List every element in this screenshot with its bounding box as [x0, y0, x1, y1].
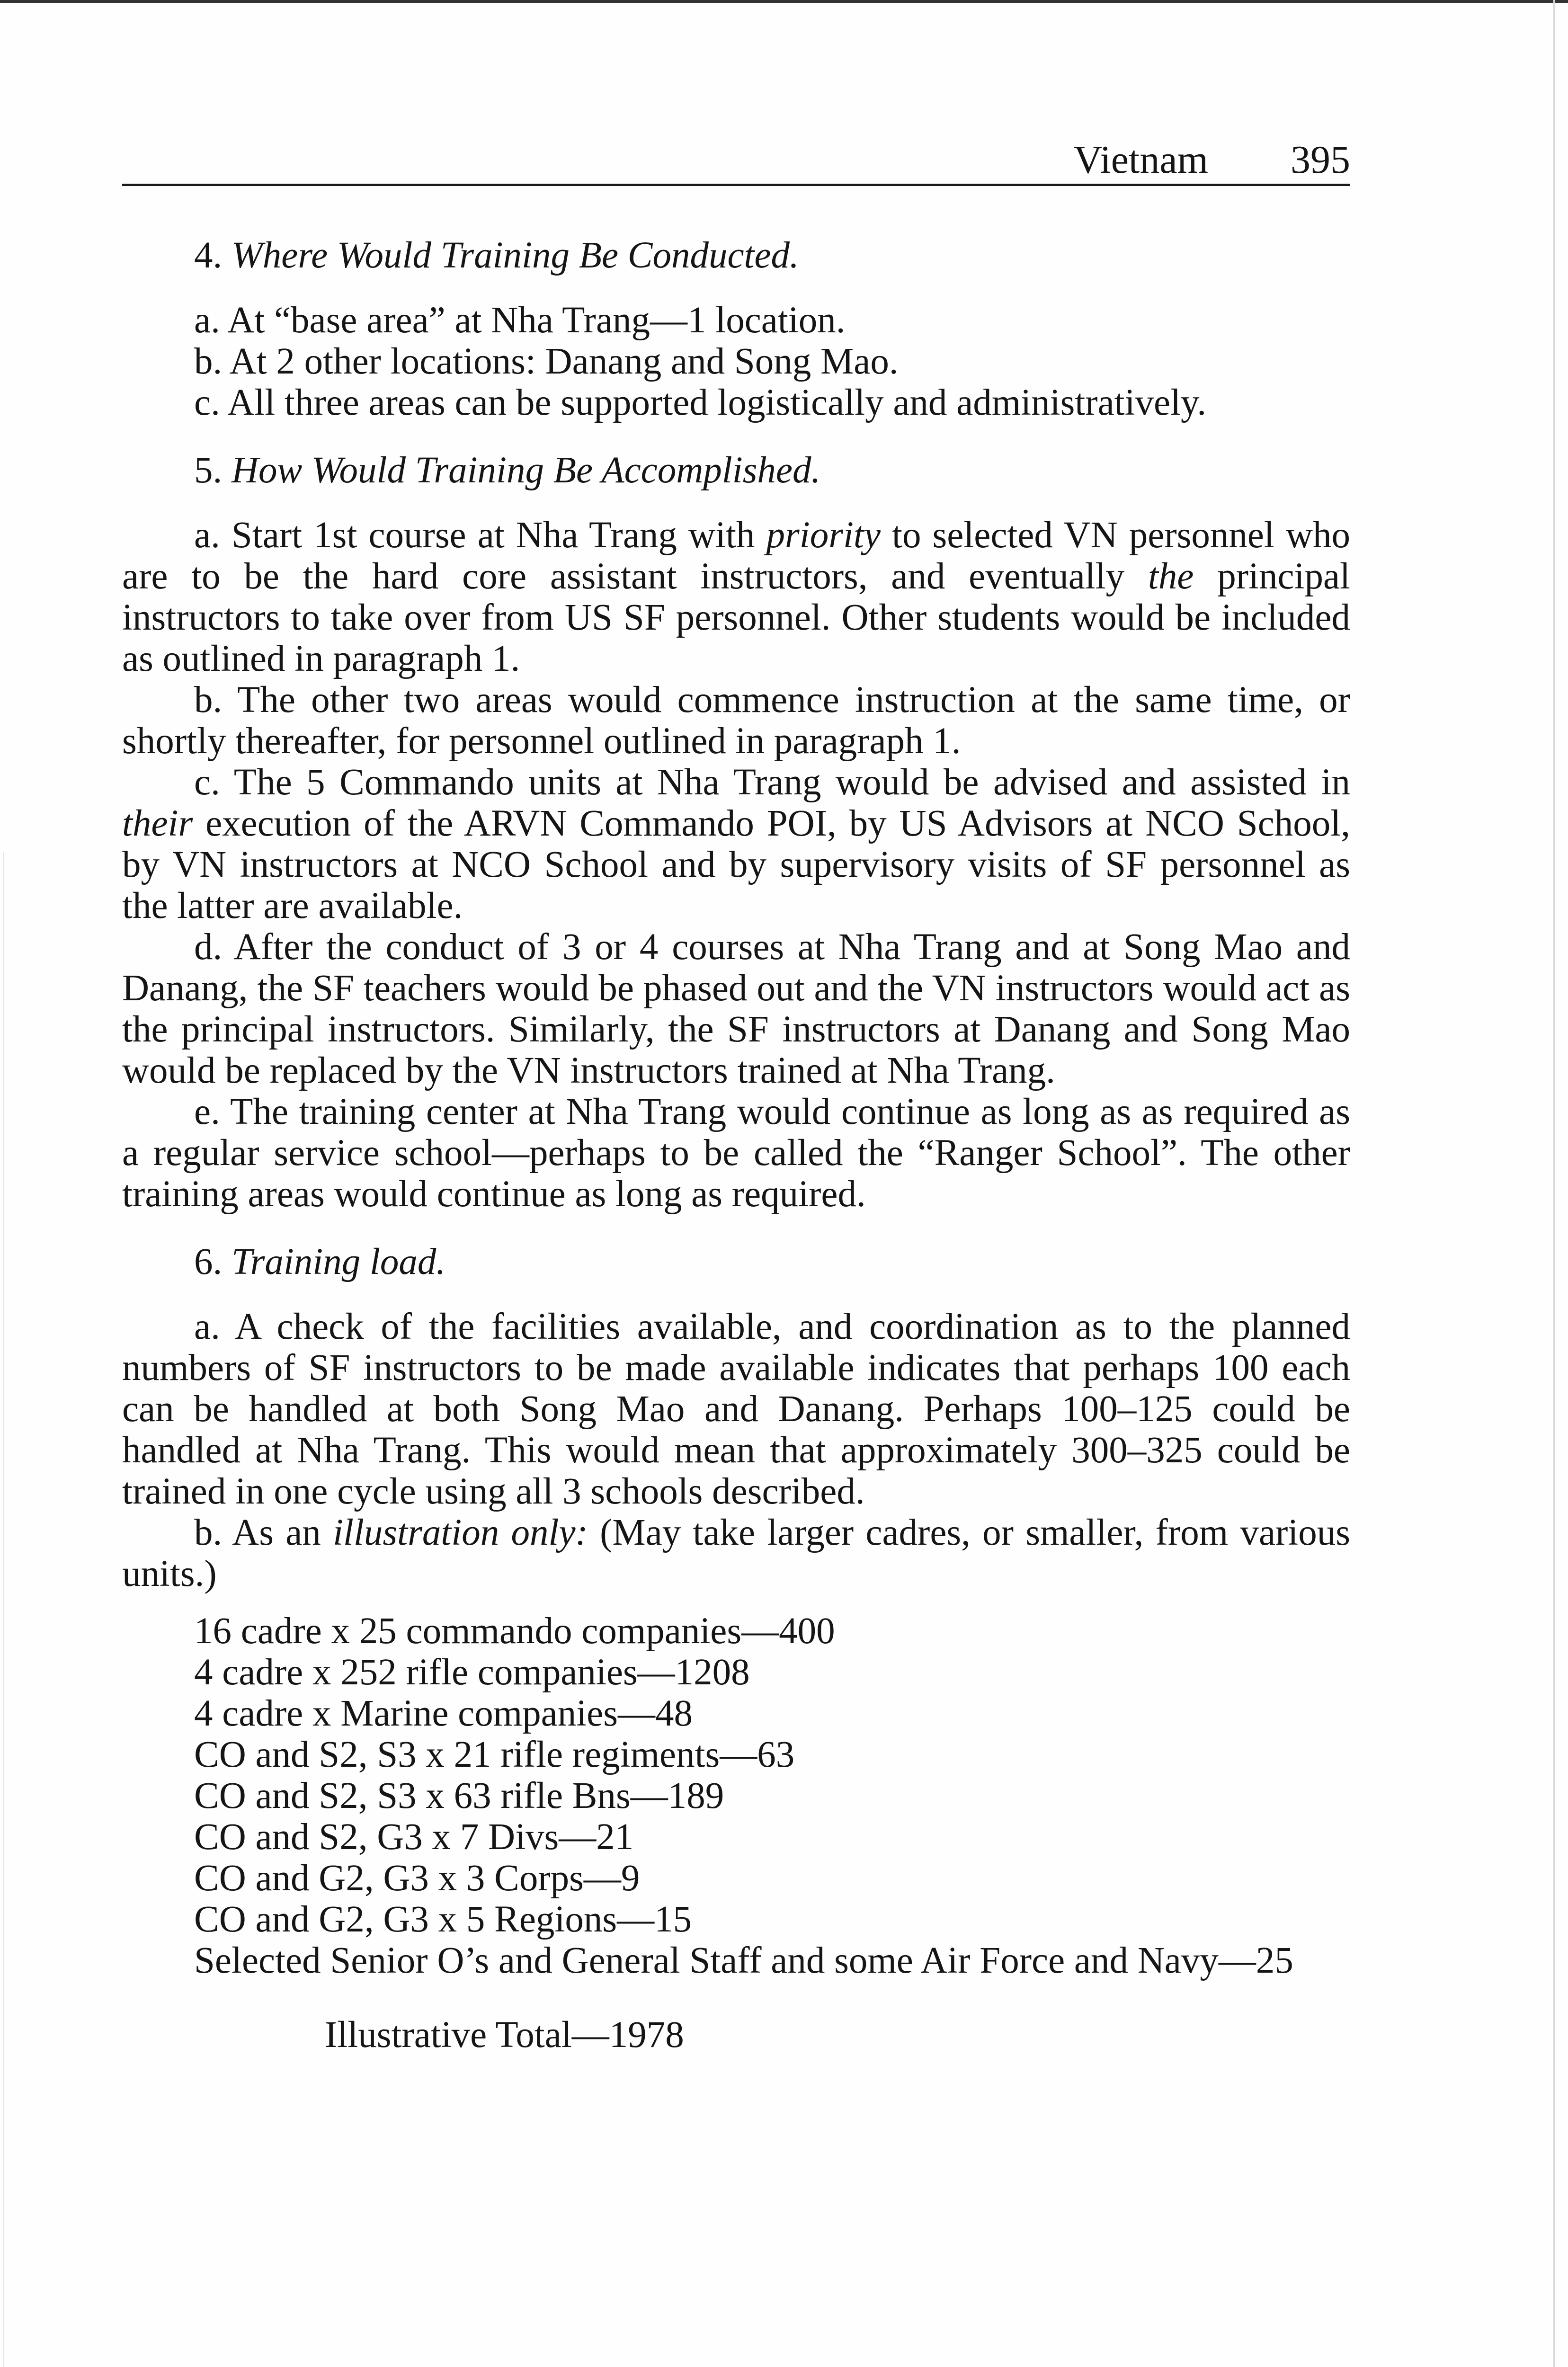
- section-5-a-emphasis-1: priority: [766, 515, 881, 556]
- section-6-b-emphasis: illustration only:: [333, 1512, 588, 1553]
- section-5-title: How Would Training Be Accomplished.: [232, 450, 821, 491]
- list-item: CO and S2, S3 x 21 rifle regiments—63: [194, 1734, 795, 1775]
- section-5-a-text-1: a. Start 1st course at Nha Trang with: [194, 515, 766, 556]
- section-5-item-b: b. The other two areas would commence instruction at the same time, or shortly thereafter, for personnel outlined in paragraph 1.: [122, 679, 1350, 762]
- section-6-b-text-1: b. As an: [194, 1512, 333, 1553]
- section-6-heading: [122, 1241, 1350, 1282]
- section-5-heading: [122, 450, 1350, 491]
- section-5-item-d: d. After the conduct of 3 or 4 courses at Nha Trang and at Song Mao and Danang, the SF teachers would be phased out and the VN instructors would act as the principal instructors. Similarly, the SF instructors at Danang and Song Mao would be replaced by the VN instructors trained at Nha Trang.: [122, 926, 1350, 1091]
- section-5-number: 5.: [194, 450, 223, 491]
- list-item: 16 cadre x 25 commando companies—400: [194, 1611, 835, 1652]
- illustrative-total: Illustrative Total—1978: [325, 2014, 684, 2056]
- section-5-item-a: [122, 515, 1350, 679]
- section-4-item-c: c. All three areas can be supported logistically and administratively.: [194, 382, 1207, 423]
- page-number: 395: [1291, 138, 1350, 182]
- list-item: CO and S2, G3 x 7 Divs—21: [194, 1816, 634, 1858]
- section-6-number: 6.: [194, 1241, 223, 1282]
- scan-right-edge: [1553, 0, 1555, 2367]
- scan-top-border: [0, 0, 1568, 3]
- section-4-number: 4.: [194, 235, 223, 276]
- section-5-c-text-2: execution of the ARVN Commando POI, by US Advisors at NCO School, by VN instructors at NCO School and by supervisory visits of SF personnel as the latter are available.: [122, 803, 1350, 926]
- list-item: 4 cadre x Marine companies—48: [194, 1693, 693, 1734]
- running-title: Vietnam: [1073, 138, 1208, 182]
- section-4-item-a: a. At “base area” at Nha Trang—1 location.: [194, 300, 846, 341]
- section-5-item-e: e. The training center at Nha Trang would continue as long as as required as a regular service school—perhaps to be called the “Ranger School”. The other training areas would continue as long as required.: [122, 1091, 1350, 1215]
- section-5-c-emphasis: their: [122, 803, 193, 844]
- section-5-item-c: [122, 762, 1350, 926]
- list-item: 4 cadre x 252 rifle companies—1208: [194, 1652, 750, 1693]
- section-6-item-a: a. A check of the facilities available, and coordination as to the planned numbers of SF instructors to be made available indicates that perhaps 100 each can be handled at both Song Mao and Danang. Perhaps 100–125 could be handled at Nha Trang. This would mean that approximately 300–325 could be trained in one cycle using all 3 schools described.: [122, 1306, 1350, 1512]
- list-item: CO and S2, S3 x 63 rifle Bns—189: [194, 1775, 724, 1816]
- section-5-a-text-2: to selected VN personnel who are to be the hard core assistant instructors, and eventually: [122, 515, 1351, 597]
- list-item-last: Selected Senior O’s and General Staff and some Air Force and Navy—25: [194, 1940, 1293, 1981]
- section-5-a-text-3: principal instructors to take over from US SF personnel. Other students would be included as outlined in paragraph 1.: [122, 556, 1350, 679]
- section-6-item-b: [122, 1512, 1350, 1594]
- section-4-item-b: b. At 2 other locations: Danang and Song Mao.: [194, 341, 899, 382]
- section-6-b-text-2: (May take larger cadres, or smaller, from various units.): [122, 1512, 1351, 1594]
- section-4-title: Where Would Training Be Conducted.: [232, 235, 799, 276]
- scan-left-edge: [3, 852, 4, 2367]
- list-item: CO and G2, G3 x 5 Regions—15: [194, 1899, 692, 1940]
- section-5-a-emphasis-2: the: [1148, 556, 1194, 597]
- section-5-c-text-1: c. The 5 Commando units at Nha Trang would be advised and assisted in: [194, 762, 1350, 803]
- section-4-heading: [122, 235, 1350, 276]
- section-6-title: Training load.: [232, 1241, 446, 1282]
- running-header: [122, 128, 1350, 186]
- list-item: CO and G2, G3 x 3 Corps—9: [194, 1858, 640, 1899]
- body-text: [122, 235, 1350, 2056]
